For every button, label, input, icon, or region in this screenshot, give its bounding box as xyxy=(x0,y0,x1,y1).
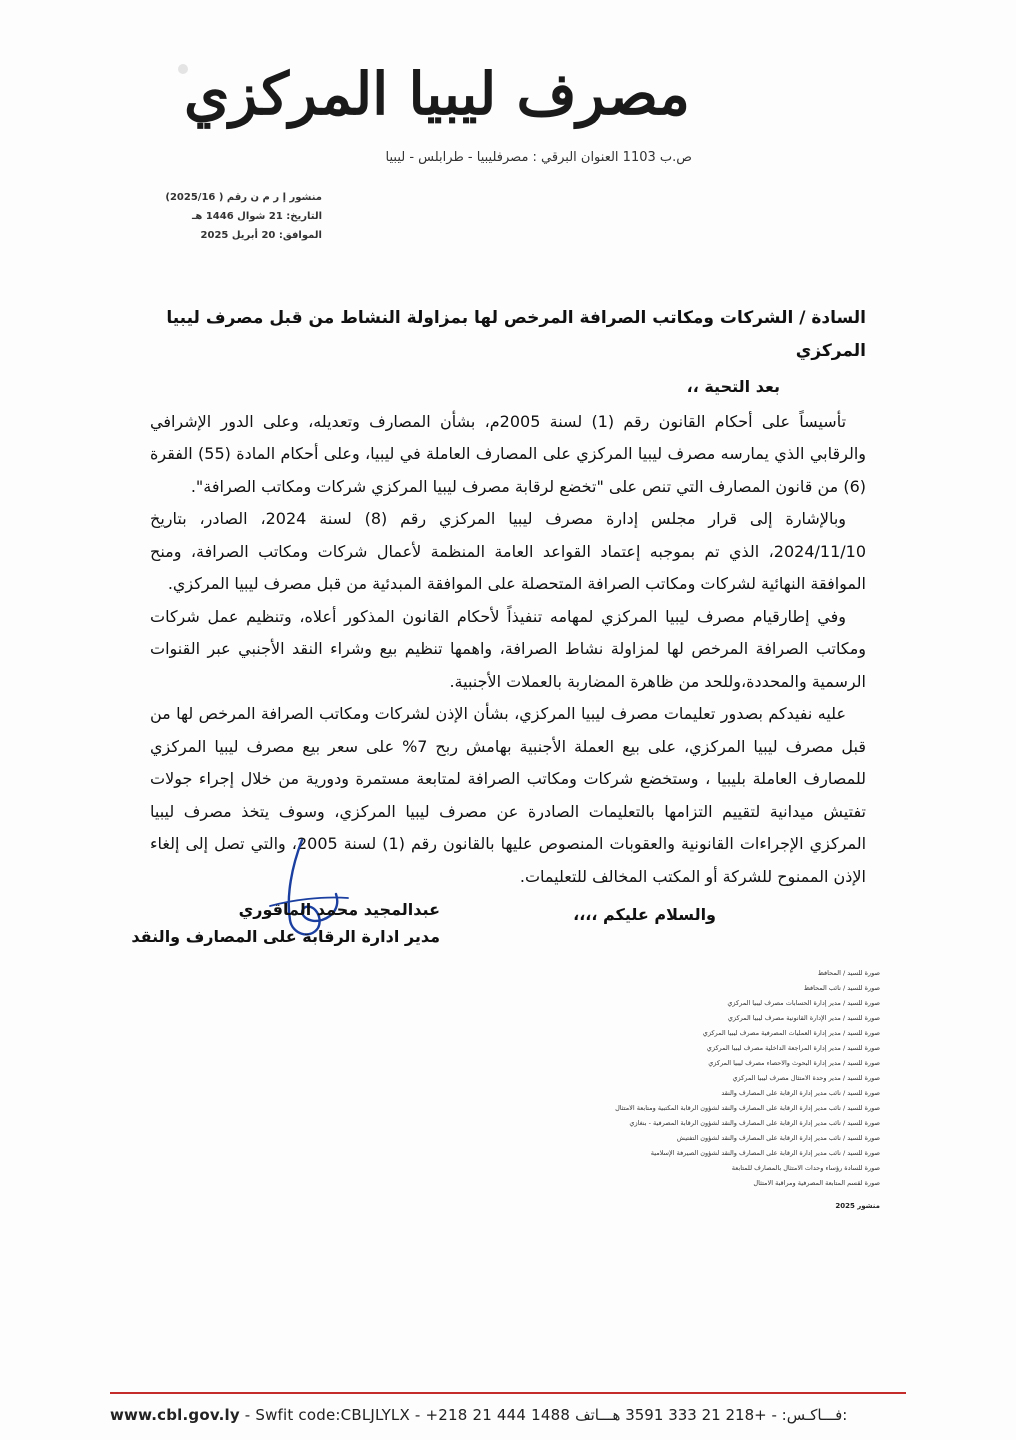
footer-contact: - Swfit code:CBLJLYLX - +218 21 444 1488 فـــاكـس: - +218 21 333 3591 هـــاتف: xyxy=(239,1406,848,1424)
bank-logo xyxy=(183,40,690,148)
paragraph-3: وفي إطارقيام مصرف ليبيا المركزي لمهامه تنفيذاً لأحكام القانون المذكور أعلاه، وتنظيم عمل شركات ومكاتب الصرافة المرخص لها لمزاولة نشاط الصرافة، واهمها تنظيم بيع وشراء النقد الأجنبي عبر القنوات الرسمية والمحددة،وللحد من ظاهرة المضاربة بالعملات الأجنبية. xyxy=(150,606,866,691)
copy-line: صورة للسيد / مدير إدارة المراجعة الداخلية مصرف ليبيا المركزي xyxy=(706,1044,880,1052)
bank-logo-text: مصرف ليبيا المركزي xyxy=(183,60,690,128)
copy-line: صورة للسيد / مدير إدارة الحسابات مصرف ليبيا المركزي xyxy=(727,999,880,1007)
signatory-name: عبدالمجيد محمد الماقوري xyxy=(238,900,440,919)
date-hijri: التاريخ: 21 شوال 1446 هـ xyxy=(192,211,322,222)
greeting: بعد التحية ،، xyxy=(686,377,780,396)
closing: والسلام عليكم ،،،، xyxy=(573,905,716,924)
copy-line: صورة للسادة رؤساء وحدات الامتثال بالمصارف للمتابعة xyxy=(731,1164,880,1172)
copy-line: صورة للسيد / مدير وحدة الامتثال مصرف ليبيا المركزي xyxy=(732,1074,880,1082)
copy-line: صورة للسيد / نائب المحافظ xyxy=(803,984,880,992)
reference-block xyxy=(165,188,322,245)
footer xyxy=(110,1406,906,1424)
copy-line: صورة للسيد / نائب مدير إدارة الرقابة على المصارف والنقد xyxy=(721,1089,880,1097)
date-gregorian: الموافق: 20 أبريل 2025 xyxy=(200,230,322,241)
copy-line: صورة للسيد / نائب مدير إدارة الرقابة على المصارف والنقد لشؤون التفتيش xyxy=(676,1134,880,1142)
signatory-title: مدير ادارة الرقابة على المصارف والنقد xyxy=(131,927,440,946)
copy-line: صورة لقسم المتابعة المصرفية ومراقبة الامتثال xyxy=(753,1179,880,1187)
addressee: السادة / الشركات ومكاتب الصرافة المرخص لها بمزاولة النشاط من قبل مصرف ليبيا المركزي xyxy=(166,308,866,361)
archive-code: منشور 2025 xyxy=(835,1202,880,1210)
paragraph-4: عليه نفيدكم بصدور تعليمات مصرف ليبيا المركزي، بشأن الإذن لشركات ومكاتب الصرافة المرخص لها من قبل مصرف ليبيا المركزي، على بيع العملة الأجنبية بهامش ربح 7% على سعر بيع مصرف ليبيا المركزي للمصارف العاملة بليبيا ، وستخضع شركات ومكاتب الصرافة لمتابعة مستمرة ودورية من خلال إجراء جولات تفتيش ميدانية لتقييم التزامها بالتعليمات الصادرة عن مصرف ليبيا المركزي، وسوف يتخذ مصرف ليبيا المركزي الإجراءات القانونية والعقوبات المنصوص عليها بالقانون رقم (1) لسنة 2005، والتي تصل إلى إلغاء الإذن الممنوح للشركة أو المكتب المخالف للتعليمات. xyxy=(150,704,867,886)
paragraph-2: وبالإشارة إلى قرار مجلس إدارة مصرف ليبيا المركزي رقم (8) لسنة 2024، الصادر، بتاريخ 2024/11/10، الذي تم بموجبه إعتماد القواعد العامة المنظمة لأعمال شركات ومكاتب الصرافة، ومنح الموافقة النهائية لشركات ومكاتب الصرافة المتحصلة على الموافقة المبدئية من قبل مصرف ليبيا المركزي. xyxy=(150,509,866,593)
circular-number: منشور إ ر م ن رقم ( 2025/16) xyxy=(165,192,322,203)
footer-rule xyxy=(110,1392,906,1394)
website-link[interactable]: www.cbl.gov.ly xyxy=(110,1406,240,1424)
copy-line: صورة للسيد / مدير الإدارة القانونية مصرف ليبيا المركزي xyxy=(727,1014,880,1022)
copy-line: صورة للسيد / مدير إدارة العمليات المصرفية مصرف ليبيا المركزي xyxy=(702,1029,880,1037)
copies-list xyxy=(580,966,880,1214)
copy-line: صورة للسيد / نائب مدير إدارة الرقابة على المصارف والنقد لشؤون الرقابة المصرفية - بنغازي xyxy=(629,1119,880,1127)
copy-line: صورة للسيد / نائب مدير إدارة الرقابة على المصارف والنقد لشؤون الصيرفة الإسلامية xyxy=(650,1149,880,1157)
bank-address: ص.ب 1103 العنوان البرقي : مصرفليبيا - طرابلس - ليبيا xyxy=(385,150,692,165)
letter-body xyxy=(150,302,866,932)
signature-block xyxy=(131,900,440,946)
copy-line: صورة للسيد / نائب مدير إدارة الرقابة على المصارف والنقد لشؤون الرقابة المكتبية ومتابعة الامتثال xyxy=(615,1104,880,1112)
paragraph-1: تأسيساً على أحكام القانون رقم (1) لسنة 2005م، بشأن المصارف وتعديله، وعلى الدور الإشرافي والرقابي الذي يمارسه مصرف ليبيا المركزي على المصارف العاملة في ليبيا، وعلى أحكام المادة (55) الفقرة (6) من قانون المصارف التي تنص على "تخضع لرقابة مصرف ليبيا المركزي شركات ومكاتب الصرافة". xyxy=(150,411,867,496)
copy-line: صورة للسيد / مدير إدارة البحوث والاحصاء مصرف ليبيا المركزي xyxy=(708,1059,880,1067)
copy-line: صورة للسيد / المحافظ xyxy=(817,969,880,977)
